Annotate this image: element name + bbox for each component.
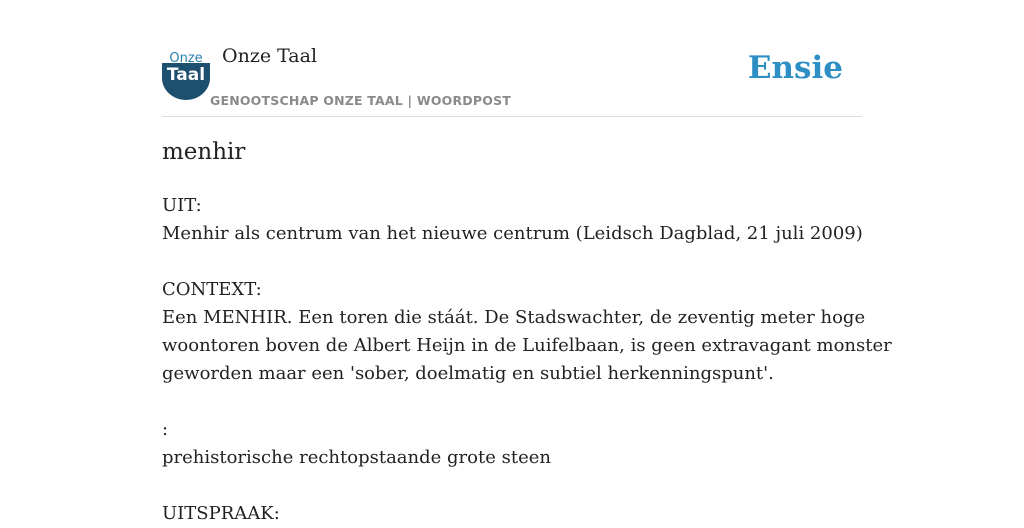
spacer (162, 248, 862, 276)
site-subtitle: GENOOTSCHAP ONZE TAAL | WOORDPOST (210, 93, 512, 108)
definition-label: : (162, 419, 169, 440)
ensie-brand-link[interactable]: Ensie (747, 50, 843, 86)
entry-body (162, 192, 892, 528)
context-label: CONTEXT: (162, 279, 262, 300)
spacer (162, 388, 862, 416)
uit-label: UIT: (162, 195, 202, 216)
logo-text-bottom: Taal (166, 65, 206, 85)
uitspraak-label: UITSPRAAK: (162, 503, 280, 524)
definition-text: prehistorische rechtopstaande grote steen (162, 447, 551, 468)
onze-taal-logo[interactable] (162, 52, 210, 100)
uit-text: Menhir als centrum van het nieuwe centrum (Leidsch Dagblad, 21 juli 2009) (162, 223, 863, 244)
context-line: woontoren boven de Albert Heijn in de Luifelbaan, is geen extravagant monster (162, 335, 892, 356)
context-line: geworden maar een 'sober, doelmatig en subtiel herkenningspunt'. (162, 363, 774, 384)
spacer (162, 472, 862, 500)
site-header (162, 42, 862, 117)
site-name-link[interactable]: Onze Taal (222, 45, 318, 67)
entry-title: menhir (162, 139, 246, 165)
context-line: Een MENHIR. Een toren die stáát. De Stadswachter, de zeventig meter hoge (162, 307, 866, 328)
logo-text-top: Onze (169, 51, 203, 66)
